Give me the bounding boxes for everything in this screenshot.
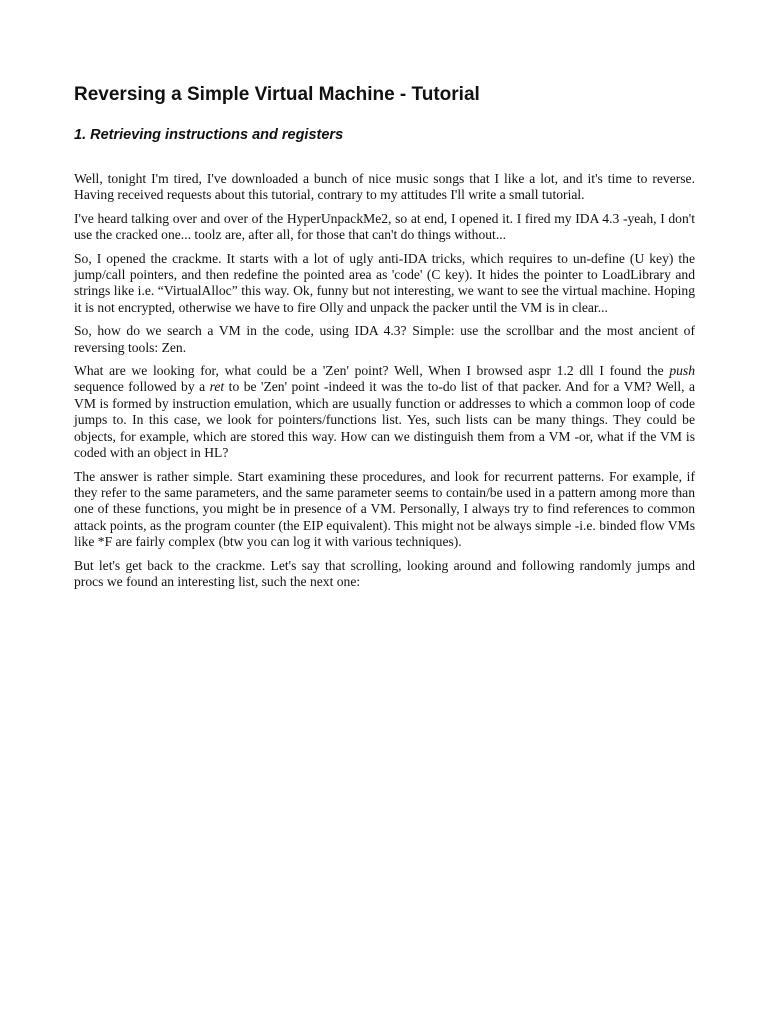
- paragraph-zen-point: [74, 363, 695, 461]
- paragraph-hyperunpackme: I've heard talking over and over of the HyperUnpackMe2, so at end, I opened it. I fired my IDA 4.3 -yeah, I don't use the cracked one... toolz are, after all, for those that can't do things without...: [74, 210, 695, 243]
- document-page: [74, 82, 695, 597]
- body-text: [74, 171, 695, 590]
- paragraph-zen-point-text-a: What are we looking for, what could be a 'Zen' point? Well, When I browsed aspr 1.2 dll I found the: [74, 363, 670, 379]
- paragraph-zen-point-text-c: to be 'Zen' point -indeed it was the to-do list of that packer. And for a VM? Well, a VM is formed by instruction emulation, which are usually function or addresses to which a common loop of code jumps to. In this case, we look for pointers/functions list. Yes, such lists can be many things. They could be objects, for example, which are stored this way. How can we distinguish them from a VM -or, what if the VM is coded with an object in HL?: [74, 379, 695, 461]
- paragraph-answer: The answer is rather simple. Start examining these procedures, and look for recurrent patterns. For example, if they refer to the same parameters, and the same parameter seems to contain/be used in a pattern among more than one of these functions, you might be in presence of a VM. Personally, I always try to find references to common attack points, as the program counter (the EIP equivalent). This might not be always simple -i.e. binded flow VMs like *F are fairly complex (btw you can log it with various techniques).: [74, 468, 695, 550]
- paragraph-crackme: So, I opened the crackme. It starts with a lot of ugly anti-IDA tricks, which requires to un-define (U key) the jump/call pointers, and then redefine the pointed area as 'code' (C key). It hides the pointer to LoadLibrary and strings like i.e. “VirtualAlloc” this way. Ok, funny but not interesting, we want to see the virtual machine. Hoping it is not encrypted, otherwise we have to fire Olly and unpack the packer until the VM is in clear...: [74, 250, 695, 315]
- paragraph-back-to-crackme: But let's get back to the crackme. Let's say that scrolling, looking around and following randomly jumps and procs we found an interesting list, such the next one:: [74, 557, 695, 589]
- ret-keyword: ret: [209, 379, 225, 395]
- push-keyword: push: [669, 363, 695, 379]
- section-heading: 1. Retrieving instructions and registers: [74, 127, 344, 143]
- paragraph-intro: Well, tonight I'm tired, I've downloaded a bunch of nice music songs that I like a lot, and it's time to reverse. Having received requests about this tutorial, contrary to my attitudes I'll write a small tutorial.: [74, 171, 695, 203]
- paragraph-search-vm: So, how do we search a VM in the code, using IDA 4.3? Simple: use the scrollbar and the most ancient of reversing tools: Zen.: [74, 323, 695, 355]
- page-title: Reversing a Simple Virtual Machine - Tutorial: [74, 84, 480, 105]
- paragraph-zen-point-text-b: sequence followed by a: [74, 379, 210, 395]
